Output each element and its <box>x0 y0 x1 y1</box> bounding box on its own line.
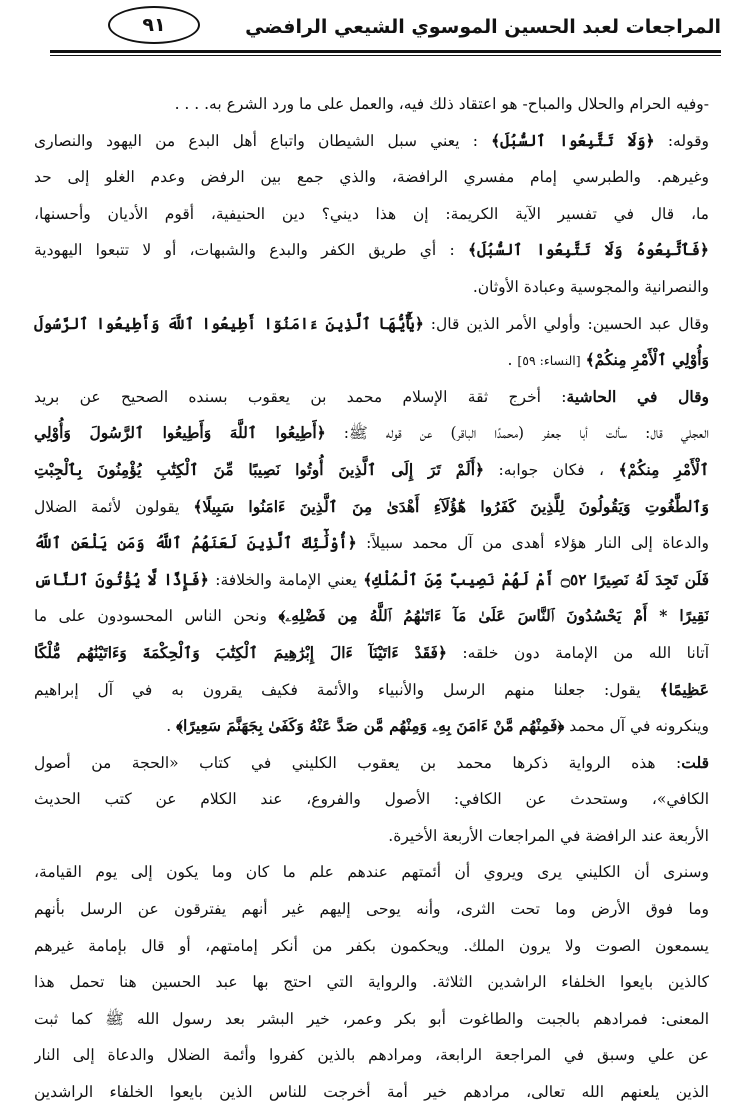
quran-quote: ﴿أَلَمْ تَرَ إِلَى ٱلَّذِينَ أُوتُوا نَصِيبًا مِّنَ ٱلْكِتَٰبِ يُؤْمِنُونَ بِٱلْجِبْتِ <box>34 459 485 479</box>
header-rule-thin <box>50 55 721 56</box>
text-segment: الأربعة عند الرافضة في المراجعات الأربعة الأخيرة. <box>388 826 709 845</box>
text-segment: كالذين بايعوا الخلفاء الراشدين الثلاثة. والرواية التي احتج بها عبد الحسين هنا تحمل هذا <box>34 973 709 992</box>
text-segment: والدعاة إلى النار هؤلاء أهدى من آل محمد سبيلاً: <box>356 534 709 553</box>
text-segment: ما، قال في تفسير الآية الكريمة: إن هذا ديني؟ دين الحنيفية، أقوم الأديان وأحسنها، <box>34 204 709 223</box>
text-line <box>34 196 709 233</box>
text-line <box>34 964 709 1001</box>
text-line <box>34 525 709 562</box>
text-segment: المعنى: فمرادهم بالجبت والطاغوت أبو بكر وعمر، خير البشر بعد رسول الله ﷺ كما ثبت <box>34 1009 709 1028</box>
header-rule-thick <box>50 50 721 53</box>
text-line <box>34 928 709 965</box>
text-line <box>34 123 709 160</box>
text-line <box>34 232 709 269</box>
text-segment: : أخرج ثقة الإسلام محمد بن يعقوب بسنده الصحيح عن بريد <box>34 387 567 406</box>
text-line <box>34 635 709 672</box>
quran-quote: ﴿فَمِنْهُم مَّنْ ءَامَنَ بِهِۦ وَمِنْهُم مَّن صَدَّ عَنْهُ وَكَفَىٰ بِجَهَنَّمَ سَعِيرًا﴾ <box>176 716 565 736</box>
text-segment: الذين يلعنهم الله تعالى، مرادهم خير أمة أخرجت للناس الذين بايعوا الخلفاء الراشدين <box>34 1083 709 1102</box>
text-segment: آتانا الله من الإمامة دون خلقه: <box>447 643 709 662</box>
text-line <box>34 745 709 782</box>
text-segment: . <box>166 717 177 736</box>
text-line <box>34 1001 709 1038</box>
text-segment: والنصرانية والمجوسية وعبادة الأوثان. <box>472 277 709 296</box>
text-line <box>34 854 709 891</box>
text-line <box>34 1074 709 1111</box>
bold-label: قلت <box>681 752 709 772</box>
text-segment: يقولون لأئمة الضلال <box>34 497 194 516</box>
quran-quote: ﴿فَقَدْ ءَاتَيْنَآ ءَالَ إِبْرَٰهِيمَ ٱلْكِتَٰبَ وَٱلْحِكْمَةَ وَءَاتَيْنَٰهُم مُّلْكًا <box>34 642 448 662</box>
text-line <box>34 562 709 599</box>
text-segment: ونحن الناس المحسودون على ما <box>34 607 279 626</box>
text-line <box>34 672 709 709</box>
text-segment: : هذه الرواية ذكرها محمد بن يعقوب الكليني في كتاب «الحجة من أصول <box>34 753 682 772</box>
quran-quote: وَأُوْلِي ٱلْأَمْرِ مِنكُمْ﴾ <box>585 350 709 370</box>
quran-quote: ﴿أُوْلَٰٓئِكَ ٱلَّذِينَ لَعَنَهُمُ ٱللَّهُ وَمَن يَلْعَنِ ٱللَّهُ <box>34 533 357 553</box>
text-segment: -وفيه الحرام والحلال والمباح- هو اعتقاد ذلك فيه، والعمل على ما ورد الشرع به. . . . <box>174 95 709 113</box>
body-text <box>34 86 709 1111</box>
text-segment: يقول: جعلنا منهم الرسل والأنبياء والأئمة فكيف يقرون به في آل إبراهيم <box>34 680 660 699</box>
quran-quote: نَقِيرًا * أَمْ يَحْسُدُونَ ٱلنَّاسَ عَلَىٰ مَآ ءَاتَىٰهُمُ ٱللَّهُ مِن فَضْلِهِۦ﴾ <box>278 606 709 626</box>
text-line <box>34 781 709 818</box>
quran-quote: وَٱلطَّٰغُوتِ وَيَقُولُونَ لِلَّذِينَ كَفَرُوا هَٰٓؤُلَآءِ أَهْدَىٰ مِنَ ٱلَّذِينَ ءَامَنُوا سَبِيلًا﴾ <box>193 496 709 516</box>
verse-reference: [النساء: ٥٩] <box>517 353 581 369</box>
text-segment: وغيرهم. والطبرسي إمام مفسري الرافضة، والذي جمع بين الرفض وعدم الغلو إلى حد <box>34 168 709 187</box>
text-line <box>34 452 709 489</box>
text-line <box>34 489 709 526</box>
running-title: المراجعات لعبد الحسين الموسوي الشيعي الرافضي <box>245 16 721 38</box>
text-segment: وقال عبد الحسين: وأولي الأمر الذين قال: <box>423 314 709 333</box>
text-line <box>34 891 709 928</box>
text-segment: : أي طريق الكفر والبدع والشبهات، أو لا تتبعوا اليهودية <box>34 241 468 260</box>
text-segment: ، فكان جوابه: <box>484 460 619 479</box>
text-line <box>34 269 709 306</box>
quran-quote: ﴿يَٰٓأَيُّهَا ٱلَّذِينَ ءَامَنُوٓا أَطِيعُوا ٱللَّهَ وَأَطِيعُوا ٱلرَّسُولَ <box>34 313 424 333</box>
text-line <box>34 86 709 123</box>
text-line <box>34 598 709 635</box>
text-line <box>34 379 709 416</box>
text-segment: وسنرى أن الكليني يرى ويروي أن أئمتهم عندهم علم ما كان وما يكون إلى يوم القيامة، <box>34 863 709 882</box>
quran-quote: فَلَن تَجِدَ لَهُ نَصِيرًا ۝٥٢ أَمْ لَهُمْ نَصِيبٌ مِّنَ ٱلْمُلْكِ﴾ <box>363 569 709 589</box>
quran-quote: ٱلْأَمْرِ مِنكُمْ﴾ <box>618 459 709 479</box>
text-segment: وقوله: <box>654 131 709 150</box>
text-line <box>34 306 709 343</box>
text-line <box>34 818 709 855</box>
quran-quote: ﴿فَإِذًا لَّا يُؤْتُونَ ٱلنَّاسَ <box>34 569 209 589</box>
text-segment: عن علي وسبق في المراجعة الرابعة، ومرادهم بالذين كفروا وأئمة الضلال والدعاة إلى النار <box>34 1046 709 1065</box>
text-segment: العجلي قال: سألت أبا جعفر (محمدًا الباقر) عن قوله ﷺ: <box>325 424 709 443</box>
quran-quote: ﴿وَلَا تَتَّبِعُوا ٱلسُّبُلَ﴾ <box>491 130 655 150</box>
text-line <box>34 415 709 452</box>
text-line <box>34 1037 709 1074</box>
text-segment: وينكرونه في آل محمد <box>564 717 709 736</box>
bold-label: وقال في الحاشية <box>566 386 709 406</box>
quran-quote: عَظِيمًا﴾ <box>659 679 709 699</box>
page-header <box>50 6 721 58</box>
text-segment: وما فوق الأرض وما تحت الثرى، وأنه يوحى إليهم غير أنهم يفترقون عن الرسل بأنهم <box>34 900 709 919</box>
page-number: ٩١ <box>108 6 200 44</box>
text-segment: الكافي»، وستحدث عن الكافي: الأصول والفروع، عند الكلام عن كتب الحديث <box>34 790 709 809</box>
text-line <box>34 708 709 745</box>
quran-quote: ﴿فَٱتَّبِعُوهُ وَلَا تَتَّبِعُوا ٱلسُّبُلَ﴾ <box>467 240 709 260</box>
text-segment: يسمعون الصوت ولا يرون الملك. ويحكمون بكفر من أنكر إمامتهم، أو قال بإمامة غيرهم <box>34 936 709 955</box>
quran-quote: ﴿أَطِيعُوا ٱللَّهَ وَأَطِيعُوا ٱلرَّسُولَ وَأُوْلِي <box>34 423 326 443</box>
text-line <box>34 342 709 379</box>
text-line <box>34 159 709 196</box>
text-segment: : يعني سبل الشيطان واتباع أهل البدع من اليهود والنصارى <box>34 131 492 150</box>
text-segment: يعني الإمامة والخلافة: <box>208 570 364 589</box>
text-segment: . <box>507 351 518 370</box>
